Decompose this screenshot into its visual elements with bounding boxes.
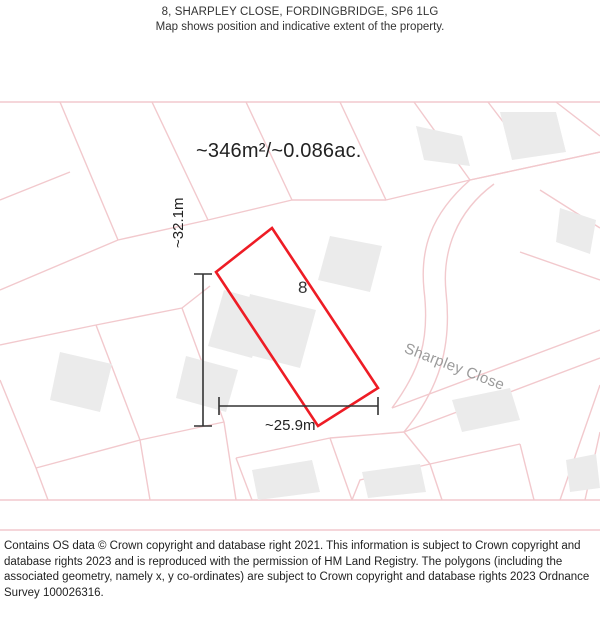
- plot-number-label: 8: [298, 278, 308, 297]
- page-subtitle: Map shows position and indicative extent of the property.: [155, 21, 445, 33]
- map-canvas[interactable]: [0, 40, 600, 533]
- map-footer: [0, 533, 600, 625]
- map-header: [0, 0, 600, 40]
- street-name-label: Sharpley Close: [401, 340, 507, 394]
- horizontal-dimension-label: ~25.9m: [265, 417, 316, 434]
- copyright-text: Contains OS data © Crown copyright and database right 2021. This information is subject to Crown copyright and database rights 2023 and is reproduced with the permission of HM Land Registry. The polygons (including the associated geometry, namely x, y co-ordinates) are subject to Crown copyright and database rights 2023 Ordnance Survey 100026316.: [4, 540, 590, 599]
- vertical-dimension-label: ~32.1m: [170, 197, 187, 248]
- area-label: ~346m²/~0.086ac.: [196, 140, 362, 162]
- page-title: 8, SHARPLEY CLOSE, FORDINGBRIDGE, SP6 1LG: [161, 6, 439, 18]
